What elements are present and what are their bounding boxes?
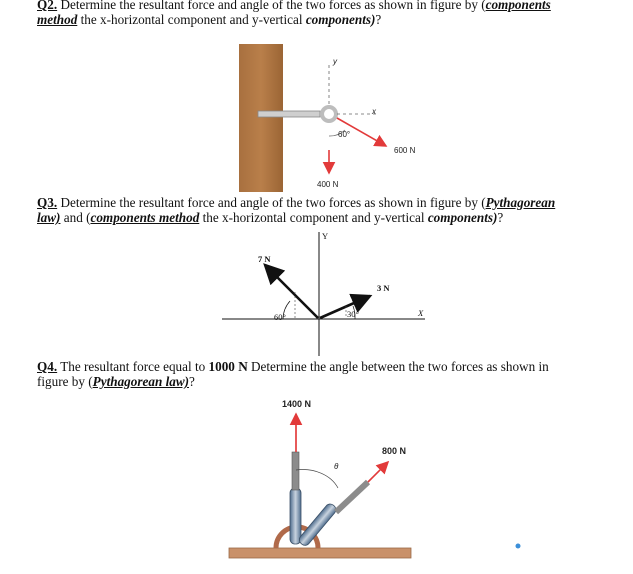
force-800n-arrow [368,462,388,482]
fig3-7n-label: 7 N [258,254,271,264]
fig3-x-label: X [418,308,424,318]
ground-plate [229,548,411,558]
fig2-y-label: y [333,57,337,66]
q2-number: Q2. [37,0,58,12]
fig3-60-label: 60° [274,312,286,322]
rope-left [292,452,299,490]
fig3-3n-label: 3 N [377,283,390,293]
fig2-600n-label: 600 N [394,146,416,155]
fig4-1400n-label: 1400 N [282,399,312,409]
fig3-30-label: 30° [347,309,359,319]
rope-right [336,482,368,512]
fig3-y-label: Y [322,231,329,241]
fig4-theta-label: θ [334,462,339,471]
q3-text: Q3. Determine the resultant force and angle of the two forces as shown in figure by (Pythagorean law) and (components method the x-horizontal component and y-vertical components)? [37,195,556,225]
q2-text: Q2. Determine the resultant force and angle of the two forces as shown in figure by (components method the x-horizontal component and y-vertical components)? [37,0,633,27]
fig4-800n-label: 800 N [382,446,407,456]
fig2-x-label: x [372,107,376,116]
theta-arc [296,470,338,488]
fig2-angle-label: 60° [338,130,351,139]
q4-text: Q4. The resultant force equal to 1000 N Determine the angle between the two forces as shown in figure by (Pythagorean law)? [37,359,549,389]
blue-dot [516,544,521,549]
hook-left [290,488,301,544]
q4-number: Q4. [37,359,58,374]
fig2-400n-label: 400 N [317,180,339,189]
q3-number: Q3. [37,195,58,210]
